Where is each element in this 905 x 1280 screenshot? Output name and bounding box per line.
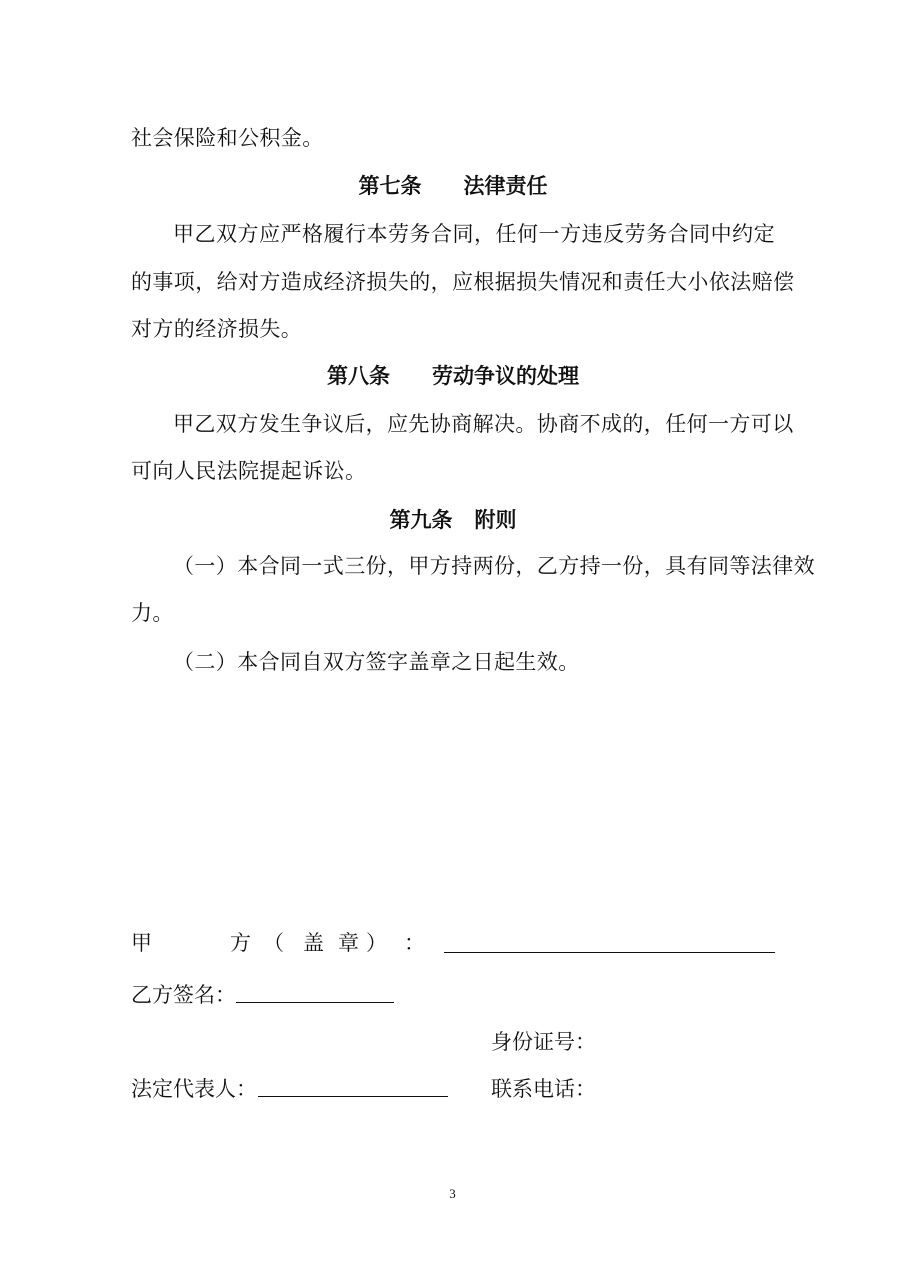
party-a-char-5: 章 (338, 931, 359, 955)
party-b-signature-label: 乙方签名： (131, 983, 236, 1007)
party-a-char-2: 方 (230, 931, 251, 955)
article-8-number: 第八条 (327, 363, 390, 388)
party-a-char-4: 盖 (303, 931, 324, 955)
article-9-paragraph-line-1: （一）本合同一式三份，甲方持两份，乙方持一份，具有同等法律效 (173, 554, 815, 578)
legal-representative-label: 法定代表人： (131, 1077, 257, 1101)
party-a-char-3: （ (263, 931, 284, 955)
party-a-char-1: 甲 (131, 931, 152, 955)
contact-phone-label: 联系电话： (491, 1077, 596, 1101)
article-8-title: 劳动争议的处理 (432, 363, 579, 388)
text-line-social-insurance: 社会保险和公积金。 (131, 126, 324, 150)
article-7-heading (131, 172, 775, 200)
legal-representative-blank-line[interactable] (258, 1096, 448, 1097)
article-7-paragraph-line-3: 对方的经济损失。 (131, 317, 303, 341)
article-7-paragraph-line-1: 甲乙双方应严格履行本劳务合同，任何一方违反劳务合同中约定 (173, 222, 775, 246)
article-8-heading (131, 362, 775, 390)
party-a-seal-blank-line[interactable] (444, 952, 775, 953)
article-8-paragraph-line-2: 可向人民法院提起诉讼。 (131, 459, 367, 483)
article-9-number: 第九条 (389, 507, 453, 532)
article-9-paragraph-line-2: 力。 (131, 601, 174, 625)
party-a-char-6: ） (366, 931, 387, 955)
article-9-heading (131, 506, 775, 534)
article-9-title: 附则 (474, 507, 517, 532)
article-8-paragraph-line-1: 甲乙双方发生争议后，应先协商解决。协商不成的，任何一方可以 (173, 412, 794, 436)
article-7-paragraph-line-2: 的事项，给对方造成经济损失的，应根据损失情况和责任大小依法赔偿 (131, 270, 795, 294)
article-7-number: 第七条 (358, 173, 422, 198)
article-7-title: 法律责任 (463, 173, 548, 198)
party-a-char-7: ： (404, 931, 425, 955)
id-number-label: 身份证号： (491, 1030, 596, 1054)
party-b-signature-blank-line[interactable] (236, 1002, 394, 1003)
article-9-paragraph-line-3: （二）本合同自双方签字盖章之日起生效。 (173, 650, 580, 674)
page-number: 3 (449, 1186, 456, 1201)
